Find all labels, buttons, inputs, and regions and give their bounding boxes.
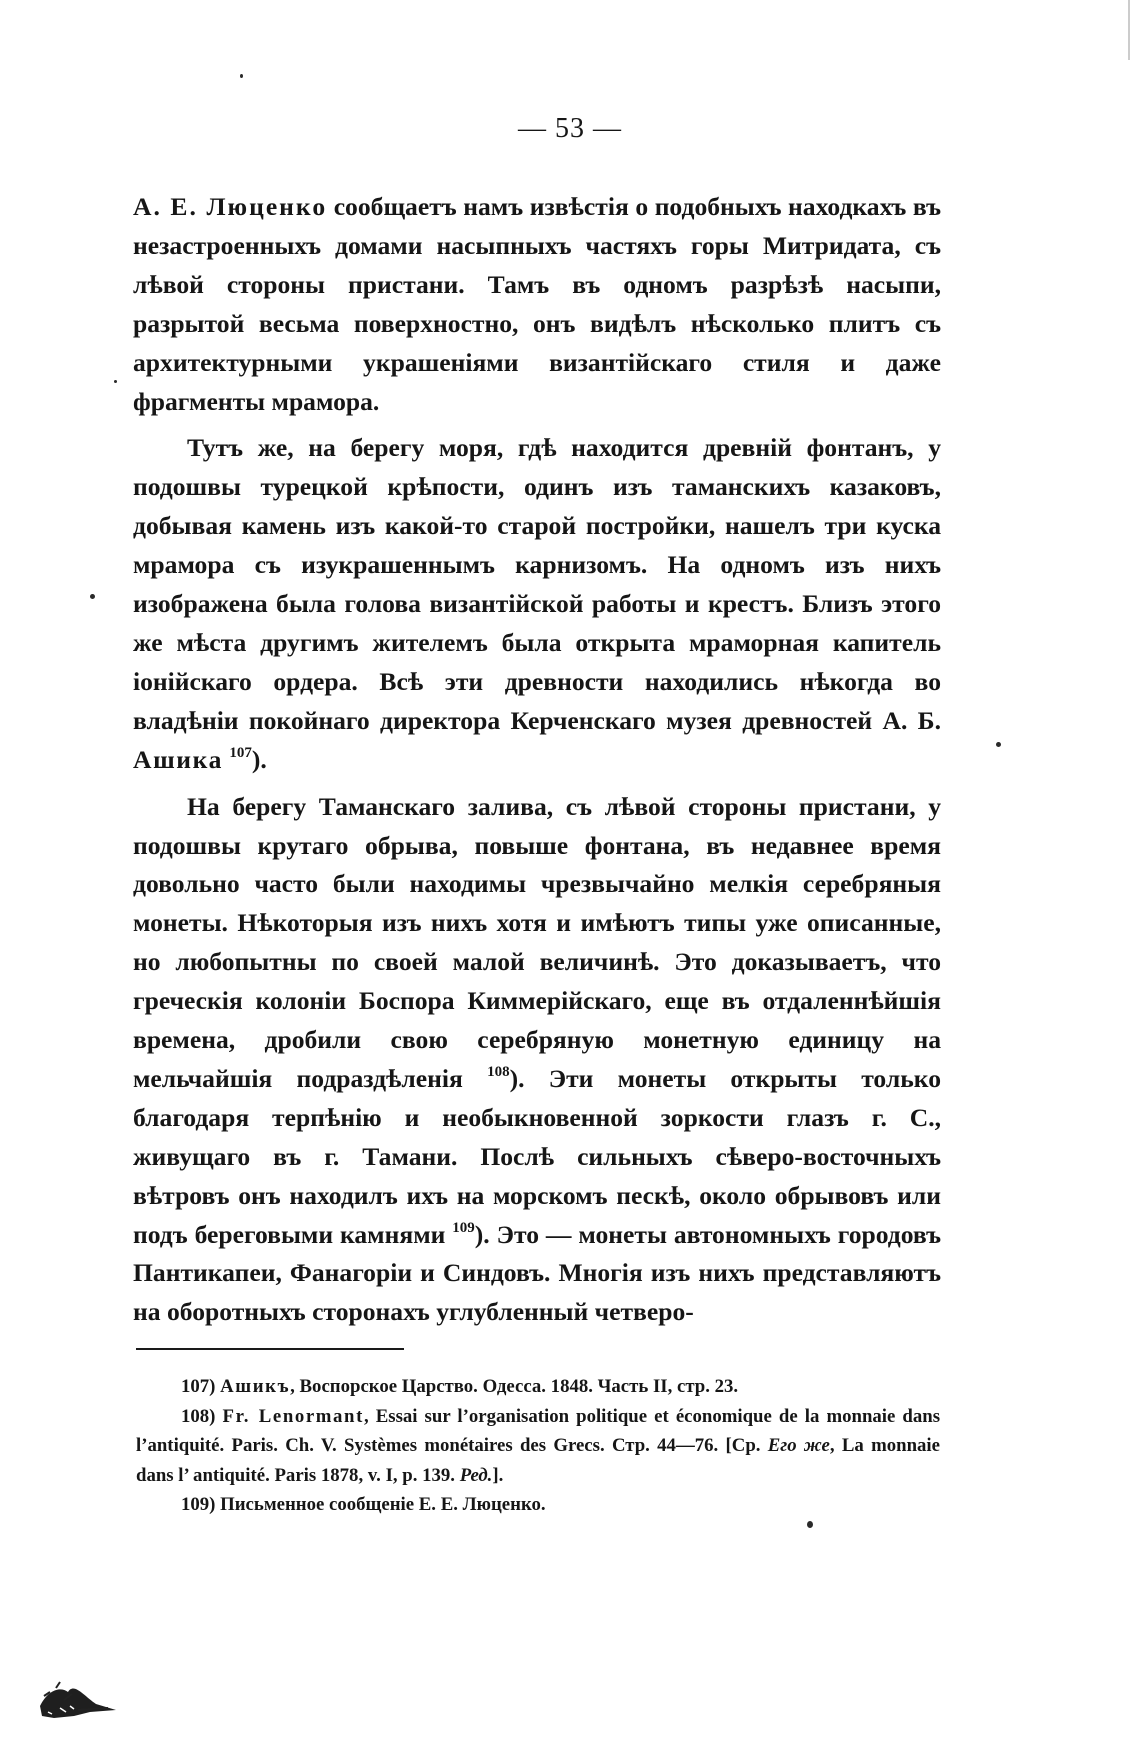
footnote-108-num: 108): [181, 1405, 223, 1427]
library-stamp-icon: [34, 1660, 124, 1720]
paragraph-2: [133, 429, 941, 779]
paragraph-1: [133, 188, 941, 421]
footnote-108: [136, 1402, 940, 1491]
footnote-108-text: , Essai sur l’organisation politique et économique de la monnaie dans l’antiquité. Paris. Ch. V. Systèmes monétaires des Grecs. Стр. 44—76. [Ср.: [136, 1405, 940, 1457]
footnote-divider: [136, 1348, 404, 1350]
footnote-109: 109) Письменное сообщеніе Е. Е. Люценко.: [181, 1494, 546, 1516]
body-text: [133, 188, 941, 1340]
scan-speck: [240, 74, 243, 78]
scan-speck: [114, 380, 117, 383]
scan-speck: [90, 594, 95, 599]
footnote-108-ibid: Его же: [767, 1435, 830, 1457]
scan-edge: [1128, 0, 1130, 60]
paragraph-3: [133, 788, 941, 1333]
paragraph-2-text: Тутъ же, на берегу моря, гдѣ находится древній фонтанъ, у подошвы турецкой крѣпости, одинъ изъ таманскихъ казаковъ, добывая камень изъ какой-то старой постройки, нашелъ три куска мрамора съ изукрашеннымъ карнизомъ. На одномъ изъ нихъ изображена была голова византійской работы и крестъ. Близъ этого же мѣста другимъ жителемъ была открыта мраморная капитель іонійскаго ордера. Всѣ эти древности находились нѣкогда во владѣніи покойнаго директора Керченскаго музея древностей А. Б.: [133, 433, 941, 735]
footnote-107-num: 107): [181, 1376, 221, 1397]
paragraph-3-text-a: На берегу Таманскаго залива, съ лѣвой стороны пристани, у подошвы крутаго обрыва, повыше фонтана, въ недавнее время довольно часто были находимы чрезвычайно мелкія серебряныя монеты. Нѣкоторыя изъ нихъ хотя и имѣютъ типы уже описанные, но любопытны по своей малой величинѣ. Это доказываетъ, что греческія колоніи Боспора Киммерійскаго, еще въ отдаленнѣйшія времена, дробили свою серебряную монетную единицу на мельчайшія подраздѣленія: [133, 791, 941, 1093]
scan-speck: [807, 1521, 813, 1528]
footnote-108-text-c: ].: [492, 1464, 504, 1486]
footnote-108-author: Fr. Lenormant: [222, 1405, 364, 1427]
page-number: — 53 —: [518, 113, 622, 144]
paragraph-3-text-b: ). Эти монеты открыты только благодаря терпѣнію и необыкновенной зоркости глазъ г. С., живущаго въ г. Тамани. Послѣ сильныхъ сѣверо-восточныхъ вѣтровъ онъ находилъ ихъ на морскомъ пескѣ, около обрывовъ или подъ береговыми камнями: [133, 1063, 941, 1249]
scan-speck: [996, 742, 1001, 747]
author-name: А. Е. Люценко: [133, 192, 328, 221]
footnote-107: [136, 1372, 940, 1402]
footnote-107-text: , Воспорское Царство. Одесса. 1848. Часть II, стр. 23.: [290, 1376, 739, 1397]
footnote-108-editor: Ред.: [459, 1464, 493, 1486]
footnote-ref-108[interactable]: 108: [487, 1063, 510, 1080]
paragraph-2-end: ).: [251, 744, 267, 774]
person-name: Ашика: [133, 744, 223, 774]
paragraph-3-text-c: ). Это — монеты автономныхъ городовъ Пантикапеи, Фанагоріи и Синдовъ. Многія изъ нихъ представляютъ на оборотныхъ сторонахъ углубленный четверо-: [133, 1219, 941, 1327]
footnote-ref-109[interactable]: 109: [452, 1219, 475, 1236]
footnote-108-text-b: , La monnaie dans l’ antiquité. Paris 1878, v. I, p. 139.: [136, 1435, 940, 1486]
footnotes: [136, 1372, 940, 1520]
paragraph-1-text: сообщаетъ намъ извѣстія о подобныхъ находкахъ въ незастроенныхъ домами насыпныхъ частяхъ горы Митридата, съ лѣвой стороны пристани. Тамъ въ одномъ разрѣзѣ насыпи, разрытой весьма поверхностно, онъ видѣлъ нѣсколько плитъ съ архитектурными украшеніями византійскаго стиля и даже фрагменты мрамора.: [133, 192, 941, 416]
footnote-ref-107[interactable]: 107: [229, 744, 252, 761]
footnote-107-author: Ашикъ: [220, 1376, 291, 1397]
